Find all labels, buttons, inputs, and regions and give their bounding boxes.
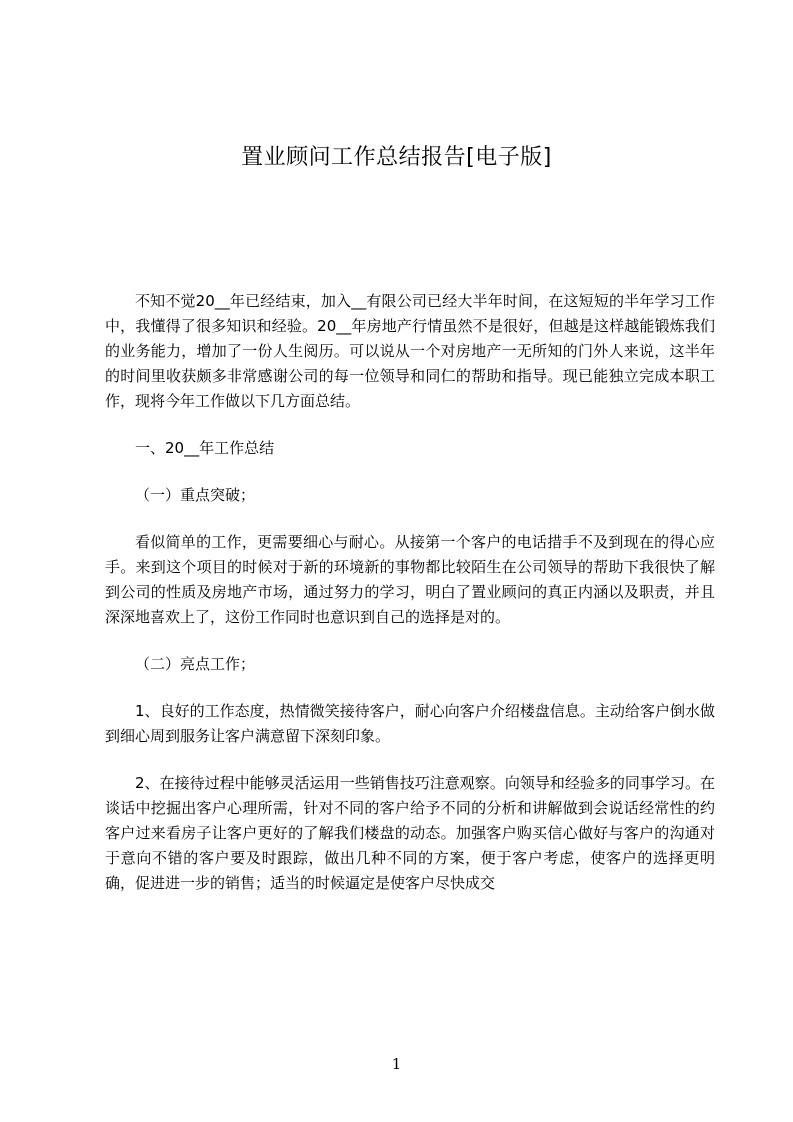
document-body — [105, 289, 715, 918]
subsection-heading-highlights: （二）亮点工作； — [135, 655, 256, 673]
subsection-heading-breakthrough: （一）重点突破； — [135, 486, 256, 504]
page-number: 1 — [391, 1055, 402, 1073]
section-heading-summary: 一、20__年工作总结 — [135, 439, 275, 457]
paragraph-breakthrough: 看似简单的工作，更需要细心与耐心。从接第一个客户的电话措手不及到现在的得心应手。来到这个项目的时候对于新的环境新的事物都比较陌生在公司领导的帮助下我很快了解到公司的性质及房地产市场，通过努力的学习，明白了置业顾问的真正内涵以及职责，并且深深地喜欢上了，这份工作同时也意识到自己的选择是对的。 — [105, 533, 715, 626]
paragraph-intro: 不知不觉20__年已经结束，加入__有限公司已经大半年时间，在这短短的半年学习工作中，我懂得了很多知识和经验。20__年房地产行情虽然不是很好，但越是这样越能锻炼我们的业务能力，增加了一份人生阅历。可以说从一个对房地产一无所知的门外人来说，这半年的时间里收获颇多非常感谢公司的每一位领导和同仁的帮助和指导。现已能独立完成本职工作，现将今年工作做以下几方面总结。 — [105, 292, 715, 410]
paragraph-highlight-1: 1、良好的工作态度，热情微笑接待客户，耐心向客户介绍楼盘信息。主动给客户倒水做到细心周到服务让客户满意留下深刻印象。 — [105, 702, 715, 745]
document-title: 置业顾问工作总结报告[电子版] — [241, 145, 552, 170]
paragraph-highlight-2: 2、在接待过程中能够灵活运用一些销售技巧注意观察。向领导和经验多的同事学习。在谈话中挖掘出客户心理所需，针对不同的客户给予不同的分析和讲解做到会说话经常性的约客户过来看房子让客户更好的了解我们楼盘的动态。加强客户购买信心做好与客户的沟通对于意向不错的客户要及时跟踪，做出几种不同的方案，便于客户考虑，使客户的选择更明确，促进进一步的销售；适当的时候逼定是使客户尽快成交 — [105, 774, 715, 892]
